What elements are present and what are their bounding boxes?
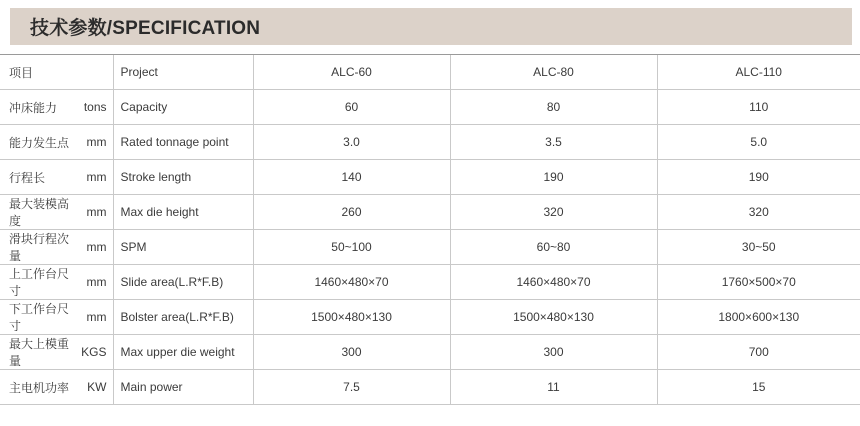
row-value: 1500×480×130 [450,300,657,335]
row-unit: KGS [80,335,113,370]
title-bar [10,8,852,45]
row-en-label: Stroke length [113,160,253,195]
row-cn-label: 主电机功率 [0,370,80,405]
table-row [0,160,860,195]
table-row [0,300,860,335]
row-en-label: Max upper die weight [113,335,253,370]
header-cn: 项目 [0,55,80,90]
table-row [0,195,860,230]
row-unit: mm [80,160,113,195]
row-unit: mm [80,125,113,160]
row-unit: tons [80,90,113,125]
table-row [0,370,860,405]
table-row [0,125,860,160]
row-unit: mm [80,265,113,300]
row-cn-label: 下工作台尺寸 [0,300,80,335]
row-value: 7.5 [253,370,450,405]
row-cn-label: 滑块行程次量 [0,230,80,265]
row-value: 15 [657,370,860,405]
page-title: 技术参数/SPECIFICATION [30,18,261,39]
row-value: 1500×480×130 [253,300,450,335]
row-cn-label: 最大上模重量 [0,335,80,370]
specification-table [0,54,860,405]
row-value: 300 [450,335,657,370]
row-en-label: Slide area(L.R*F.B) [113,265,253,300]
row-value: 50~100 [253,230,450,265]
row-value: 190 [450,160,657,195]
row-value: 1760×500×70 [657,265,860,300]
table-row [0,265,860,300]
row-value: 260 [253,195,450,230]
row-value: 30~50 [657,230,860,265]
row-value: 1800×600×130 [657,300,860,335]
header-en: Project [113,55,253,90]
table-row [0,90,860,125]
row-value: 3.0 [253,125,450,160]
row-en-label: Main power [113,370,253,405]
row-value: 140 [253,160,450,195]
table-row [0,230,860,265]
header-model: ALC-60 [253,55,450,90]
row-value: 110 [657,90,860,125]
header-unit [80,55,113,90]
row-unit: mm [80,195,113,230]
row-cn-label: 行程长 [0,160,80,195]
row-value: 60~80 [450,230,657,265]
row-value: 1460×480×70 [450,265,657,300]
row-value: 1460×480×70 [253,265,450,300]
row-unit: mm [80,230,113,265]
header-model: ALC-80 [450,55,657,90]
row-cn-label: 上工作台尺寸 [0,265,80,300]
row-value: 320 [450,195,657,230]
table-header-row [0,55,860,90]
row-en-label: Rated tonnage point [113,125,253,160]
row-value: 320 [657,195,860,230]
row-en-label: Bolster area(L.R*F.B) [113,300,253,335]
row-value: 190 [657,160,860,195]
row-cn-label: 冲床能力 [0,90,80,125]
row-cn-label: 能力发生点 [0,125,80,160]
row-en-label: SPM [113,230,253,265]
row-en-label: Capacity [113,90,253,125]
row-value: 60 [253,90,450,125]
row-value: 700 [657,335,860,370]
row-unit: mm [80,300,113,335]
row-cn-label: 最大装模高度 [0,195,80,230]
row-value: 80 [450,90,657,125]
header-model: ALC-110 [657,55,860,90]
row-value: 11 [450,370,657,405]
row-value: 300 [253,335,450,370]
row-value: 3.5 [450,125,657,160]
row-en-label: Max die height [113,195,253,230]
row-value: 5.0 [657,125,860,160]
row-unit: KW [80,370,113,405]
table-row [0,335,860,370]
